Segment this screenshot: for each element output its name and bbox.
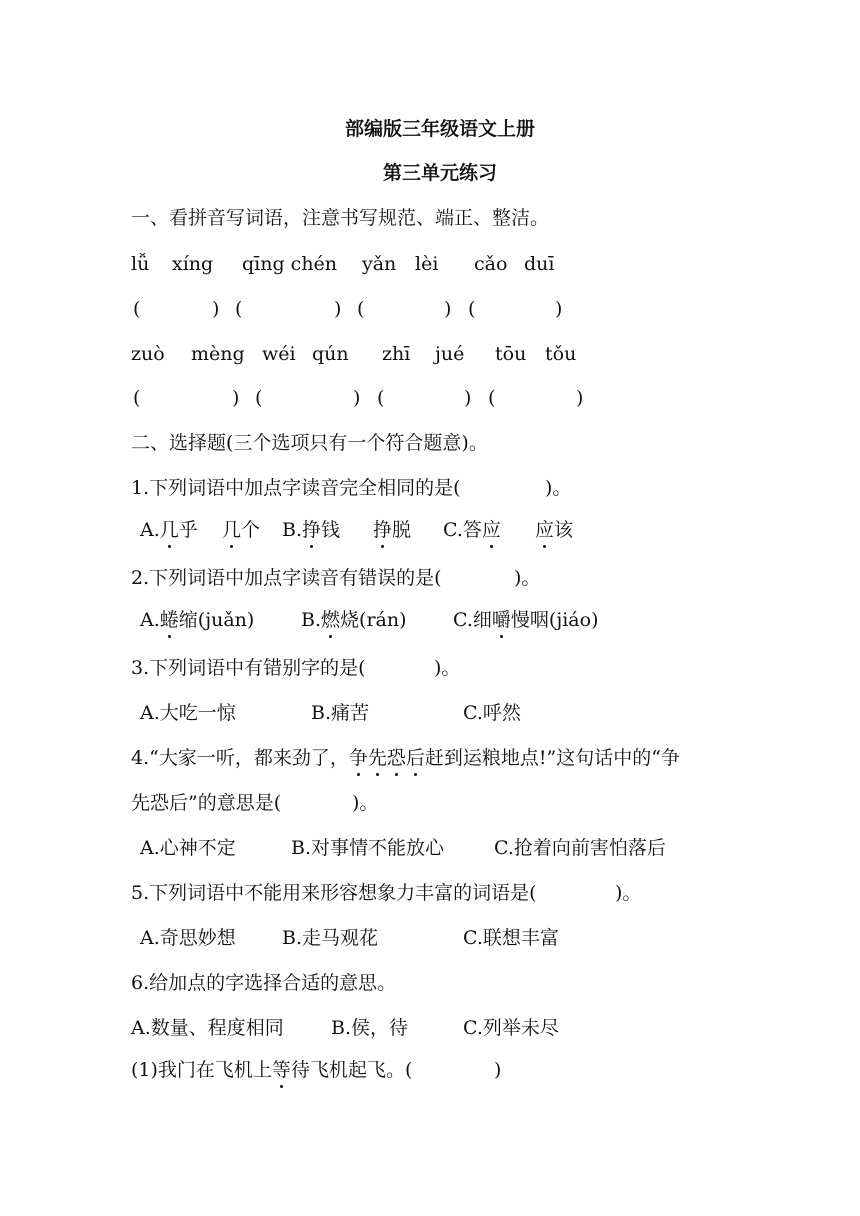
page-title: 部编版三年级语文上册 <box>344 118 535 140</box>
pinyin-item: wéi <box>262 343 296 365</box>
dotted-char: 先 <box>367 747 387 769</box>
blank-close: ) <box>464 387 472 409</box>
option-letter: B. <box>301 609 322 631</box>
option-letter: A. <box>140 609 160 631</box>
dotted-char: 争 <box>348 747 368 769</box>
option-text: 个 <box>241 519 261 541</box>
pinyin-item: qún <box>312 343 349 365</box>
blank-close: ) <box>353 387 361 409</box>
blank-close: ) <box>334 298 342 320</box>
question-3-stem-end: )。 <box>434 657 461 679</box>
question-2-stem: 2.下列词语中加点字读音有错误的是( <box>131 567 442 589</box>
question-1-option-a-2 <box>222 518 260 542</box>
page-subtitle: 第三单元练习 <box>382 162 497 184</box>
stem-text: (1)我门在飞机上 <box>131 1059 272 1081</box>
question-5-stem: 5.下列词语中不能用来形容想象力丰富的词语是( <box>131 882 537 904</box>
question-4-stem <box>131 746 680 770</box>
blank-open: ( <box>357 298 365 320</box>
option-text: 该 <box>554 519 574 541</box>
dotted-char: 挣 <box>373 519 393 541</box>
option-text: 缩(juǎn) <box>178 609 255 631</box>
option-text: 乎 <box>178 519 198 541</box>
dotted-char: 后 <box>405 747 425 769</box>
pinyin-item: cǎo <box>474 253 508 275</box>
pinyin-item: xíng <box>172 253 214 275</box>
pinyin-item: jué <box>435 343 465 365</box>
question-5-option-b[interactable]: B.走马观花 <box>282 927 379 949</box>
question-4-stem-end: )。 <box>352 792 379 814</box>
option-text: 烧(rán) <box>340 609 407 631</box>
blank-open: ( <box>133 298 141 320</box>
blank-open: ( <box>468 298 476 320</box>
option-letter: A. <box>140 519 160 541</box>
dotted-char: 几 <box>222 519 242 541</box>
question-2-option-b[interactable] <box>301 608 407 632</box>
blank-close: ) <box>576 387 584 409</box>
pinyin-item: duī <box>524 253 555 275</box>
dotted-char: 挣 <box>302 519 322 541</box>
question-6-sub-1 <box>131 1058 412 1082</box>
pinyin-item: tōu <box>495 343 527 365</box>
blank-close: ) <box>232 387 240 409</box>
option-letter: C.答 <box>443 519 482 541</box>
blank-open: ( <box>255 387 263 409</box>
question-6-option-b[interactable]: B.侯，待 <box>331 1017 409 1039</box>
pinyin-item: mèng <box>191 343 245 365</box>
question-3-option-c[interactable]: C.呼然 <box>463 702 521 724</box>
question-2-option-c[interactable] <box>453 608 598 632</box>
stem-text: 待飞机起飞。( <box>290 1059 413 1081</box>
question-1-option-a[interactable] <box>140 518 198 542</box>
question-1-option-c[interactable] <box>443 518 501 542</box>
question-6-option-a[interactable]: A.数量、程度相同 <box>131 1017 284 1039</box>
question-1-stem: 1.下列词语中加点字读音完全相同的是( <box>131 477 461 499</box>
pinyin-item: qīng chén <box>242 253 338 275</box>
question-6-option-c[interactable]: C.列举未尽 <box>463 1017 559 1039</box>
section2-heading: 二、选择题(三个选项只有一个符合题意)。 <box>131 432 488 454</box>
pinyin-item: zhī <box>382 343 411 365</box>
blank-open: ( <box>235 298 243 320</box>
blank-open: ( <box>377 387 385 409</box>
dotted-char: 蜷 <box>159 609 179 631</box>
dotted-char: 嚼 <box>491 609 511 631</box>
question-3-stem: 3.下列词语中有错别字的是( <box>131 657 366 679</box>
pinyin-item: tǒu <box>545 343 577 365</box>
section1-heading: 一、看拼音写词语，注意书写规范、端正、整洁。 <box>131 207 550 229</box>
blank-close: ) <box>444 298 452 320</box>
question-5-option-c[interactable]: C.联想丰富 <box>463 927 559 949</box>
question-5-option-a[interactable]: A.奇思妙想 <box>140 927 236 949</box>
option-text: 钱 <box>321 519 341 541</box>
question-2-stem-end: )。 <box>514 567 541 589</box>
question-4-option-a[interactable]: A.心神不定 <box>140 837 236 859</box>
question-6-sub-1-end: ) <box>494 1059 502 1081</box>
pinyin-item: yǎn <box>362 253 397 275</box>
question-6-stem: 6.给加点的字选择合适的意思。 <box>131 972 397 994</box>
option-letter: B. <box>282 519 303 541</box>
dotted-char: 燃 <box>321 609 341 631</box>
dotted-char: 等 <box>271 1059 291 1081</box>
dotted-char: 几 <box>159 519 179 541</box>
question-1-option-c-2 <box>535 518 573 542</box>
option-letter: C.细 <box>453 609 492 631</box>
blank-close: ) <box>555 298 563 320</box>
dotted-char: 恐 <box>386 747 406 769</box>
stem-text: 4.“大家一听，都来劲了， <box>131 747 349 769</box>
dotted-char: 应 <box>481 519 501 541</box>
dotted-char: 应 <box>535 519 555 541</box>
blank-open: ( <box>133 387 141 409</box>
pinyin-item: lǚ <box>131 253 150 275</box>
question-4-option-b[interactable]: B.对事情不能放心 <box>291 837 445 859</box>
pinyin-item: zuò <box>131 343 165 365</box>
question-1-option-b-2 <box>373 518 411 542</box>
question-4-stem-line2: 先恐后”的意思是( <box>131 792 282 814</box>
blank-open: ( <box>488 387 496 409</box>
stem-text: 赶到运粮地点!”这句话中的“争 <box>424 747 680 769</box>
question-1-stem-end: )。 <box>545 477 572 499</box>
pinyin-item: lèi <box>415 253 439 275</box>
question-4-option-c[interactable]: C.抢着向前害怕落后 <box>494 837 666 859</box>
question-1-option-b[interactable] <box>282 518 340 542</box>
option-text: 脱 <box>392 519 412 541</box>
blank-close: ) <box>212 298 220 320</box>
option-text: 慢咽(jiáo) <box>510 609 599 631</box>
question-2-option-a[interactable] <box>140 608 254 632</box>
question-3-option-b[interactable]: B.痛苦 <box>311 702 370 724</box>
question-5-stem-end: )。 <box>615 882 642 904</box>
question-3-option-a[interactable]: A.大吃一惊 <box>140 702 236 724</box>
